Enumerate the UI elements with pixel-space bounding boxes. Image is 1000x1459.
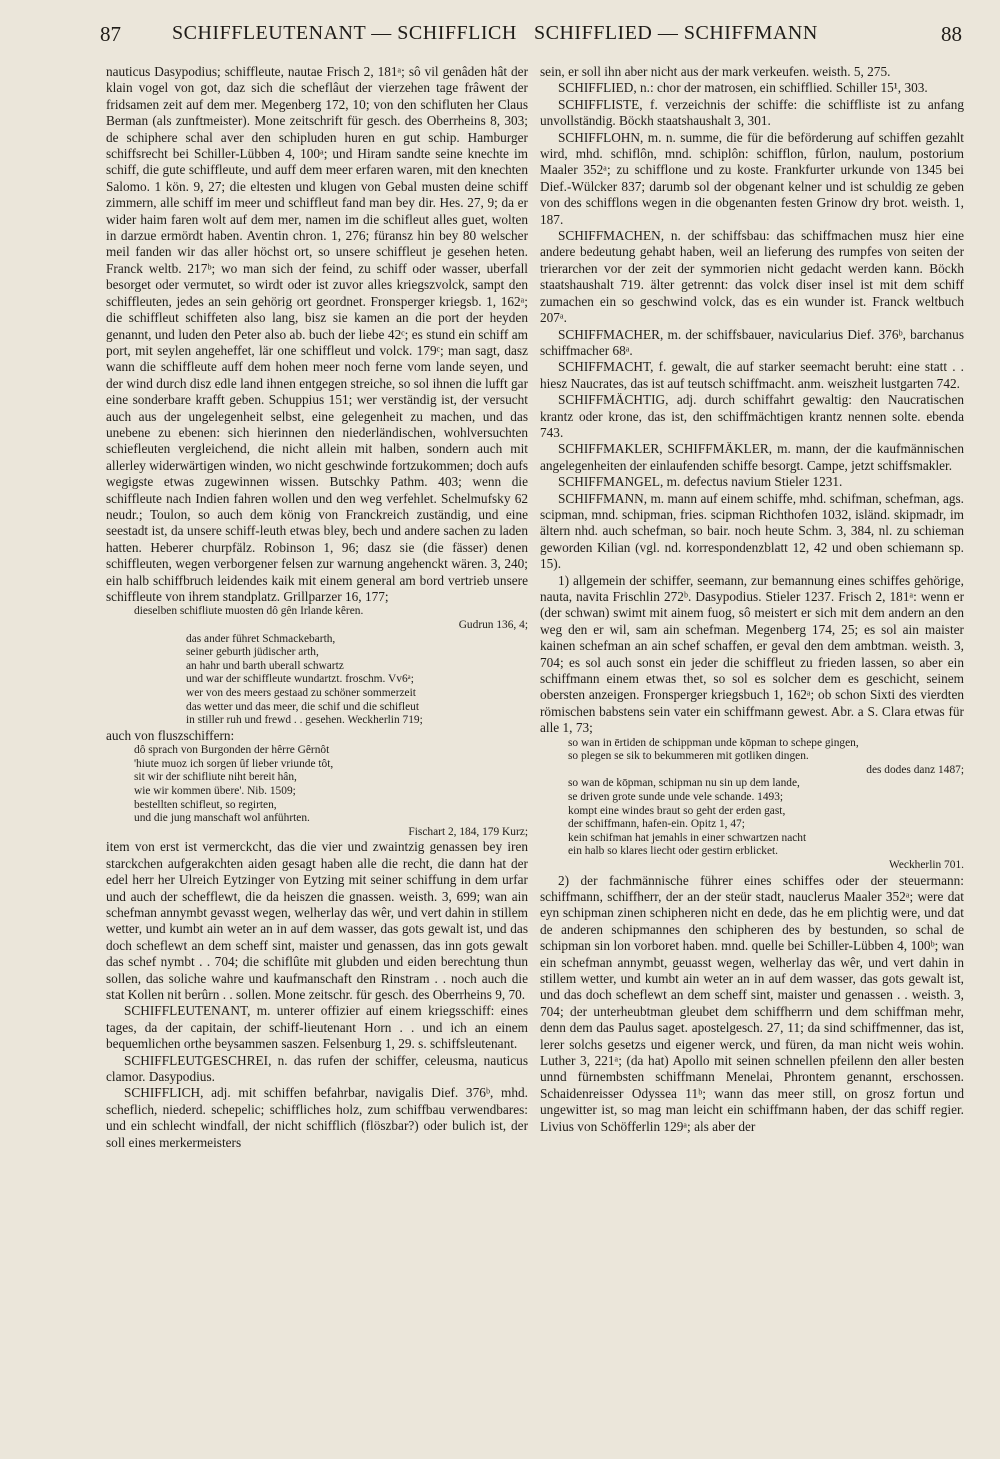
right-page-header <box>534 22 962 58</box>
verse-quote-line: so plegen se sik to bekummeren mit gotliken dingen. <box>568 750 809 763</box>
right-page-number: 88 <box>941 22 962 46</box>
verse-quote-line: so wan in ērtiden de schippman unde kōpman to schepe gingen, <box>568 736 859 749</box>
dictionary-entry: SCHIFFMAKLER, SCHIFFMÄKLER, m. mann, der die kaufmännischen angelegenheiten der einlaufenden schiffe besorgt. Campe, jetzt schiffsmakler. <box>540 441 964 473</box>
verse-quote-line: seiner geburth jüdischer arth, <box>186 646 319 659</box>
verse-quote-line: wer von des meers gestaad zu schöner sommerzeit <box>186 686 416 699</box>
dictionary-entry: SCHIFFLEUTENANT, m. unterer offizier auf einem kriegsschiff: eines tages, da der capitain, der schiff-lieutenant Horn . . und ich an einem bequemlichen orthe beysammen saszen. Felsenburg 1, 29. s. schiffsleutenant. <box>106 1003 528 1052</box>
verse-quote-line: und die jung manschaft wol anführten. <box>134 812 310 825</box>
dictionary-entry: SCHIFFMACHEN, n. der schiffsbau: das schiffmachen musz hier eine andere bedeutung gehabt haben, weil an lieferung des rumpfes von seiten der trierarchen vor der zeit der symmorien nicht gedacht werden kann. Böckh staatshaushalt 719. älter getrennt: das volck diser insel ist mit dem schiff zumachen ein so geschwind volck, das es ein wunder ist. Franck weltbuch 207ᵃ. <box>540 228 964 326</box>
verse-quote-line: und war der schiffleute wundartzt. froschm. Vv6ᵃ; <box>186 673 414 686</box>
left-page-number: 87 <box>100 22 121 46</box>
dictionary-entry: SCHIFFMÄCHTIG, adj. durch schiffahrt gewaltig: den Naucratischen krantz oder krone, das ist, den schiffmächtigen krantz nennen solte. ebenda 743. <box>540 392 964 440</box>
dictionary-entry: SCHIFFMACHER, m. der schiffsbauer, navicularius Dief. 376ᵇ, barchanus schiffmacher 68ᵃ. <box>540 326 964 358</box>
verse-quote-line: 'hiute muoz ich sorgen ûf lieber vriunde tôt, <box>134 757 334 770</box>
verse-quote-line: dô sprach von Burgonden der hêrre Gêrnôt <box>134 744 330 757</box>
quote-source: Fischart 2, 184, 179 Kurz; <box>408 825 528 838</box>
paragraph: auch von fluszschiffern: <box>106 727 235 743</box>
paragraph: item von erst ist vermerckcht, das die vier und zwaintzig genassen bey iren starckchen aufgerakchten aiden gesagt haben alle die recht, die dann hat der edel herr her Ulreich Eytzinger von Eytzing mit seiner schiffung in dem urfar und auch der schefflewt, die da heiszen die gnassen. weisth. 3, 699; wan ain schefman annymbt gevasst wegen, welherlay das wêr, und vert dahin in stillem wetter, und kumbt ain weter an in auf dem wasser, das gots gewalt ist, und das doch scheflewt an dem scheff sint, maister und genassen, das inn gots gewalt das schef nymbt . . 704; die schiflûte mit glubden und eiden berechtung thun sollen, das soliche wahre und kaufmanschaft den Rinstram . . noch auch die stat Kollen nit berûrn . . sollen. Mone zeitschr. für gesch. des Oberrheins 9, 70. <box>106 839 528 1002</box>
verse-quote-line: wie wir kommen übere'. Nib. 1509; <box>134 784 296 797</box>
dictionary-entry: SCHIFFLICH, adj. mit schiffen befahrbar, navigalis Dief. 376ᵇ, mhd. scheflich, niederd. schepelic; schiffliches holz, zum schiffbau verwendbares: und ein schlecht windfall, der nicht schifflich (flöszbar?) oder bulich ist, der soll eines merkermeisters <box>106 1085 528 1150</box>
verse-quote-line: das ander führet Schmackebarth, <box>186 632 336 645</box>
verse-quote-line: bestellten schifleut, so regirten, <box>134 798 277 811</box>
left-page-header <box>100 22 517 58</box>
dictionary-entry: 2) der fachmännische führer eines schiffes oder der steuermann: schiffmann, schiffherr, der an der steür stadt, nauclerus Maaler 352ᵃ; were dat eyn schipman zinen schipheren nicht en dede, das he em plichtig were, und dat de anderen schipmannes den schipheren des by bestunden, so schal de schipman sin lon vorboret haben. mnd. quelle bei Schiller-Lübben 4, 100ᵇ; wan ein schefman annymbt, geuasst wegen, welherlay das wêr, und vert dahin in stillem wetter, und kumbt ain weter an in auf dem wasser, das gots gewalt ist, und das doch scheflewt an dem scheff sint, maister und genassen . . weisth. 3, 704; der unterheubtman gleubet dem schiffherrn und dem schiffman mehr, denn dem das Paulus saget. apostelgesch. 27, 11; da sind schiffmenner, das ist, lerer solchs gesetzs und eigener werck, und füren, da man nicht weis wohin. Luther 3, 221ᵃ; (da hat) Apollo mit seinen schnellen pfeilenn den aller besten unnd fürnembsten schiffmann Menelai, Phrontem genannt, erschossen. Schaidenreisser Odyssea 11ᵇ; wann das meer still, on grosz fortun und ungewitter ist, so mag man leicht ein schiffmann haben, der das schiff regier. Livius von Schöfferlin 129ᵃ; als aber der <box>540 872 964 1134</box>
quote-source: des dodes danz 1487; <box>866 763 964 776</box>
verse-quote-line: der schiffmann, hafen-ein. Opitz 1, 47; <box>568 818 745 831</box>
verse-quote-line: ein halb so klares liecht oder gestirn erblicket. <box>568 845 779 858</box>
left-running-title: SCHIFFLEUTENANT — SCHIFFLICH <box>172 22 517 44</box>
verse-quote-line: kompt eine windes braut so geht der erden gast, <box>568 804 786 817</box>
dictionary-entry: SCHIFFLIED, n.: chor der matrosen, ein schifflied. Schiller 15¹, 303. <box>558 80 928 96</box>
dictionary-entry: SCHIFFMANN, m. mann auf einem schiffe, mhd. schifman, schefman, ags. scipman, mnd. schipman, fries. scipman Richthofen 1032, isländ. skipmadr, im ältern nhd. auch schefman, so bair. noch heute Schm. 3, 384, nl. zu schieman geworden Kilian (vgl. nd. korrespondenzblatt 12, 42 und oben schiemann sp. 15). <box>540 490 964 572</box>
verse-quote-line: in stiller ruh und frewd . . gesehen. Weckherlin 719; <box>186 714 423 727</box>
dictionary-entry: 1) allgemein der schiffer, seemann, zur bemannung eines schiffes gehörige, nauta, navita Frischlin 272ᵇ. Dasypodius. Stieler 1237. Frisch 2, 181ᵃ: wenn er (der schwan) swimt mit ainem fuog, sô meistert er sich mit dem andern an den weg den er wil, sam ain schefman. Megenberg 174, 25; es sol ain maister kainen schefman an ain schef schaffen, er geval den dem ambtman. weisth. 3, 704; es sol auch sonst ein jeder die schiffleut zu frieden lassen, so aber ein schiffmann einem etwas thet, so sol es solcher dem es geschicht, seinem obersten anzeigen. Fronsperger kriegsbuch 1, 162ᵃ; ob schon Sixti des vierdten römischen babstens sein vater ein schiffmann gewest. Abr. a S. Clara etwas für alle 1, 73; <box>540 572 964 736</box>
right-text-column <box>540 64 964 1439</box>
left-text-column <box>106 64 528 1439</box>
verse-quote-line: dieselben schifliute muosten dô gên Irlande kêren. <box>134 605 364 618</box>
verse-quote-line: an hahr und barth uberall schwartz <box>186 659 344 672</box>
dictionary-entry: SCHIFFLISTE, f. verzeichnis der schiffe: die schiffliste ist zu anfang unvollständig. Böckh staatshaushalt 3, 301. <box>540 96 964 129</box>
dictionary-entry: SCHIFFMANGEL, m. defectus navium Stieler 1231. <box>558 474 843 490</box>
dictionary-entry: SCHIFFLOHN, m. n. summe, die für die beförderung auf schiffen gezahlt wird, mhd. schiflôn, mnd. schiplôn: schifflon, fûrlon, naulum, postorium Maaler 352ᵃ; zu schifflone und zu koste. Frankfurter urkunde von 1345 bei Dief.-Wülcker 837; darumb sol der obgenant kelner und ist schuldig ze geben von des schifflons wegen in die obgenanten festen Grinow dry brot. weisth. 1, 187. <box>540 129 964 227</box>
verse-quote-line: so wan de kōpman, schipman nu sin up dem lande, <box>568 777 800 790</box>
dictionary-entry: SCHIFFMACHT, f. gewalt, die auf starker seemacht beruht: eine statt . . hiesz Naucrates, das ist auf teutsch schiffmacht. anm. weiszheit lustgarten 742. <box>540 359 964 391</box>
verse-quote-line: kein schifman hat jemahls in einer schwartzen nacht <box>568 831 807 844</box>
verse-quote-line: das wetter und das meer, die schif und die schifleut <box>186 700 419 713</box>
verse-quote-line: se driven grote sunde unde vele schande. 1493; <box>568 791 784 804</box>
quote-source: Weckherlin 701. <box>889 859 964 871</box>
dictionary-entry: SCHIFFLEUTGESCHREI, n. das rufen der schiffer, celeusma, nauticus clamor. Dasypodius. <box>106 1052 528 1084</box>
quote-source: Gudrun 136, 4; <box>458 619 528 631</box>
paragraph: nauticus Dasypodius; schiffleute, nautae Frisch 2, 181ᵃ; sô vil genâden hât der klain vogel von got, daz sich die scheflâut der vierzehen tage frâwent der fridsamen zeit auf dem mer. Megenberg 172, 10; von den schifluten her Claus Berman (als zunftmeister). Mone zeitschrift für gesch. des Oberrheins 8, 303; de schiphere schal aver den schipluden huren en gut schip. Hamburger schiffsrecht bei Schiller-Lübben 4, 100ᵃ; und Hiram sandte seine knechte im schiff, die gute schiffleute, und auff dem meer erfaren waren, mit den knechten Salomo. 1 kön. 9, 27; die eltesten und klugen von Gebal musten deine schiff zimmern, alle schiff im meer und schiffleut fand man bey dir. Hes. 27, 9; da er wider haim faren wolt auf dem mer, namen im die schifleut alles guet, wolten in darzue ermördt haben. Aventin chron. 1, 276; füransz hin bey 80 welscher meil fanden wir das aller höchst ort, so unsere schiffleut je gesehen heten. Franck weltb. 217ᵇ; wo man sich der feind, zu schiff oder wasser, uberfall besorget oder vermutet, so wirdt oder ist zuvor alles kriegszvolck, sampt den schiffleuten, jedes an sein gehörig ort geordnet. Fronsperger kriegsb. 1, 162ᵃ; die schiffleut schiffeten also lang, bisz sie kamen an die port der heyden genannt, und luden den Peter also ab. buch der liebe 42ᶜ; es stund ein schiff am port, mit seylen angeheffet, lär one schiffleut und volck. 179ᶜ; man sagt, dasz wann die schiffleute auff dem hohen meer noch ferne vom lande seyen, und der wind durch disz edle land ihnen entgegen streiche, so sol ihnen die lufft gar eine sonderbare krafft geben. Schuppius 151; wer verständig ist, der versucht auch aus der ungelegenheit selbst, eine gelegenheit zu machen, und das unebene zu ebenen: sich hierinnen den niederländischen, wohlversuchten schiefleuten vergleichend, die nicht allein mit halben, sondern auch mit allerley widerwärtigen winden, wo nicht geschwinde fortzukommen; doch aufs wegigste etwas zugewinnen wissen. Butschky Pathm. 403; wenn die schiffleute nach Indien fahren wollen und den weg verfehlet. Schelmufsky 62 neudr.; Toulon, so auch dem könig von Franckreich zuständig, und eine seestadt ist, da unsere schiff-leuth etwas bley, bech und andere sachen zu laden hatten. Heberer churpfälz. Robinson 1, 96; dasz sie (die fässer) denen schiffleuten, wegen verborgener felsen zur warnung angehenckt wären. 3, 240; ein halb schiffbruch leidendes kaik mit einem general am bord vertrieb unsere schiffleute von ihrem standplatz. Grillparzer 16, 177; <box>106 64 528 604</box>
verse-quote-line: sit wir der schifliute niht bereit hân, <box>134 771 297 784</box>
paragraph: sein, er soll ihn aber nicht aus der mark verkeufen. weisth. 5, 275. <box>540 64 891 79</box>
right-running-title: SCHIFFLIED — SCHIFFMANN <box>534 22 818 44</box>
